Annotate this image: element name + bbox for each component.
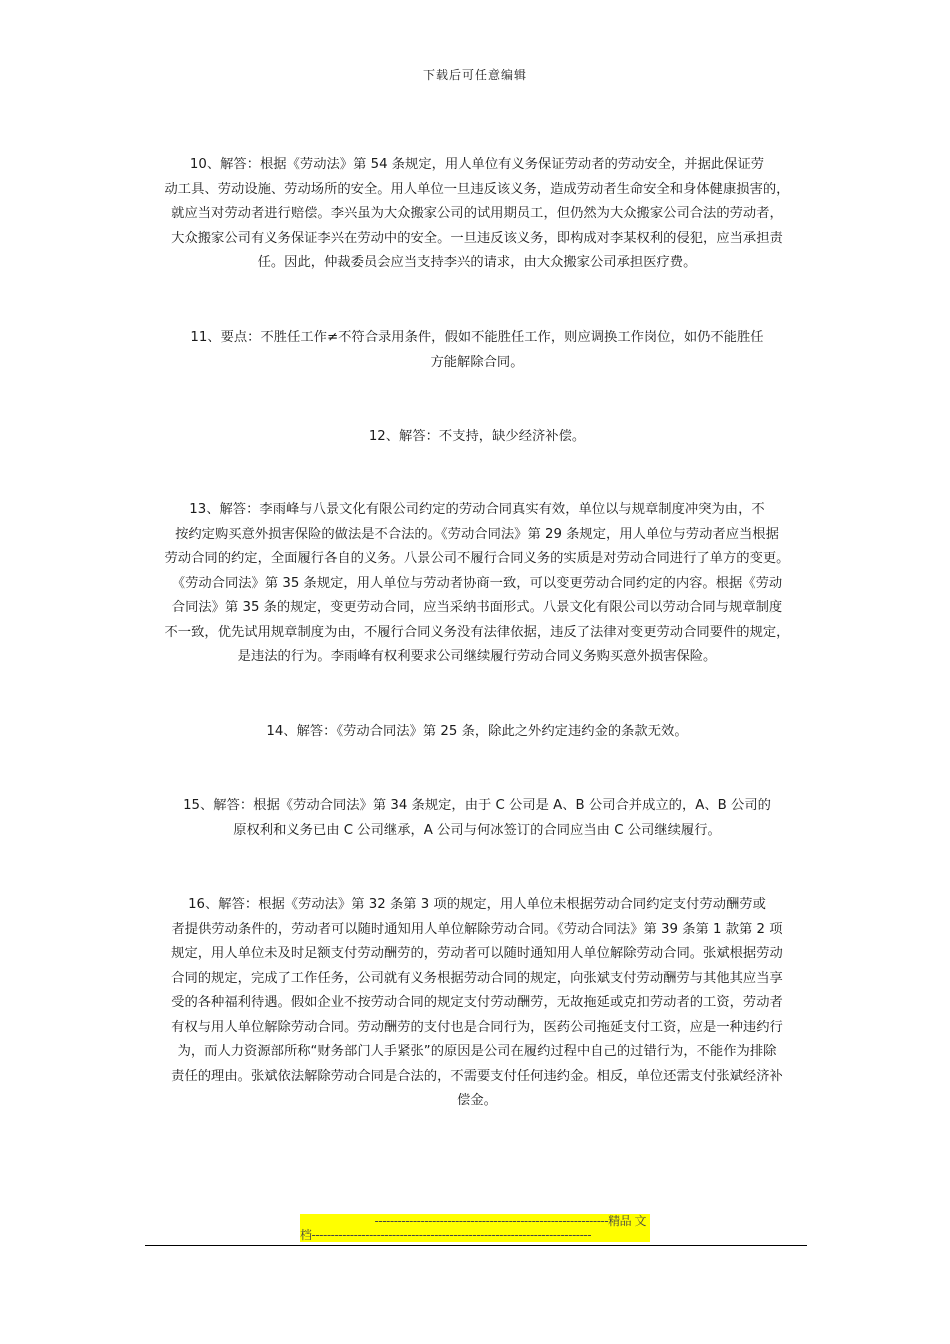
answer-16: [145, 893, 809, 1114]
answer-14: [145, 720, 809, 745]
text-line: 是违法的行为。李雨峰有权利要求公司继续履行劳动合同义务购买意外损害保险。: [237, 649, 717, 664]
text-line: 为，而人力资源部所称“财务部门人手紧张”的原因是公司在履约过程中自己的过错行为，不能作为排除: [177, 1044, 777, 1059]
text-line: 不一致，优先试用规章制度为由，不履行合同义务没有法律依据，违反了法律对变更劳动合同要件的规定，: [164, 624, 790, 640]
text-line: 15、解答：根据《劳动合同法》第 34 条规定，由于 C 公司是 A、B 公司合并成立的，A、B 公司的: [183, 798, 771, 813]
text-line: 任。因此，仲裁委员会应当支持李兴的请求，由大众搬家公司承担医疗费。: [257, 255, 697, 270]
answer-13: [145, 498, 809, 670]
text-line: 10、解答：根据《劳动法》第 54 条规定，用人单位有义务保证劳动者的劳动安全，并据此保证劳: [189, 157, 765, 172]
page-header: 下载后可任意编辑: [422, 68, 527, 82]
text-line: 按约定购买意外损害保险的做法是不合法的。《劳动合同法》第 29 条规定，用人单位与劳动者应当根据: [175, 526, 779, 542]
text-line: 动工具、劳动设施、劳动场所的安全。用人单位一旦违反该义务，造成劳动者生命安全和身体健康损害的，: [164, 181, 790, 197]
footer-text: 档-------------------------------------------------------------------------: [300, 1228, 592, 1242]
text-line: 12、解答：不支持，缺少经济补偿。: [368, 429, 586, 444]
text-line: 13、解答：李雨峰与八景文化有限公司约定的劳动合同真实有效，单位以与规章制度冲突为由，不: [189, 502, 765, 517]
text-line: 方能解除合同。: [430, 354, 524, 370]
text-line: 劳动合同的约定，全面履行各自的义务。八景公司不履行合同义务的实质是对劳动合同进行了单方的变更。: [164, 551, 790, 566]
text-line: 有权与用人单位解除劳动合同。劳动酬劳的支付也是合同行为，医药公司拖延支付工资，应是一种违约行: [171, 1019, 783, 1035]
footer-watermark-line-1: [300, 1214, 650, 1228]
footer-watermark-line-2: [300, 1228, 650, 1242]
answer-11: [145, 326, 809, 375]
text-line: 14、解答：《劳动合同法》第 25 条，除此之外约定违约金的条款无效。: [266, 724, 688, 739]
footer-divider: [145, 1245, 807, 1246]
text-line: 就应当对劳动者进行赔偿。李兴虽为大众搬家公司的试用期员工，但仍然为大众搬家公司合法的劳动者，: [171, 206, 783, 221]
answer-12: [145, 425, 809, 450]
footer-text: -------------------------------------------------------------精品 文: [374, 1214, 646, 1228]
answer-10: [145, 153, 809, 276]
answer-15: [145, 794, 809, 843]
text-line: 大众搬家公司有义务保证李兴在劳动中的安全。一旦违反该义务，即构成对李某权利的侵犯，应当承担责: [171, 230, 783, 246]
text-line: 11、要点：不胜任工作≠不符合录用条件，假如不能胜任工作，则应调换工作岗位，如仍不能胜任: [190, 330, 764, 345]
text-line: 合同法》第 35 条的规定，变更劳动合同，应当采纳书面形式。八景文化有限公司以劳动合同与规章制度: [171, 600, 783, 615]
text-line: 责任的理由。张斌依法解除劳动合同是合法的，不需要支付任何违约金。相反，单位还需支付张斌经济补: [171, 1068, 783, 1084]
text-line: 原权利和义务已由 C 公司继承，A 公司与何冰签订的合同应当由 C 公司继续履行。: [233, 822, 721, 838]
text-line: 偿金。: [457, 1093, 497, 1108]
text-line: 规定，用人单位未及时足额支付劳动酬劳的，劳动者可以随时通知用人单位解除劳动合同。张斌根据劳动: [171, 946, 783, 961]
text-line: 受的各种福利待遇。假如企业不按劳动合同的规定支付劳动酬劳，无故拖延或克扣劳动者的工资，劳动者: [171, 995, 783, 1010]
text-line: 合同的规定，完成了工作任务，公司就有义务根据劳动合同的规定，向张斌支付劳动酬劳与其他其应当享: [171, 970, 783, 986]
text-line: 《劳动合同法》第 35 条规定，用人单位与劳动者协商一致，可以变更劳动合同约定的内容。根据《劳动: [171, 575, 783, 591]
text-line: 者提供劳动条件的，劳动者可以随时通知用人单位解除劳动合同。《劳动合同法》第 39 条第 1 款第 2 项: [171, 921, 783, 937]
text-line: 16、解答：根据《劳动法》第 32 条第 3 项的规定，用人单位未根据劳动合同约定支付劳动酬劳或: [188, 897, 766, 912]
